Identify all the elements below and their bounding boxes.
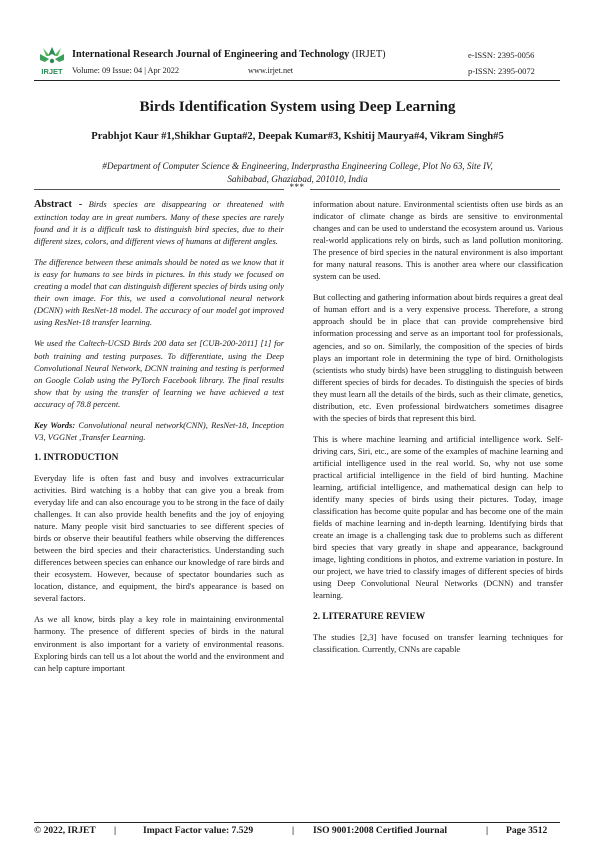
left-column (34, 198, 284, 683)
intro-paragraph-1: Everyday life is often fast and busy and involves extracurricular activities. Bird watching is a hobby that can give you a break from everyday life and can also encourage you to be strong in the face of daily challenges. It can also provide health benefits and the joy of enjoying nature. Many people visit bird sanctuaries to see different species of birds or observe their beautiful feathers while observing the differences between the bird species and their characteristics. Understanding such differences between species can enhance our knowledge of rare birds and their ecosystem. However, because of spectator boundaries such as location, distance, and equipment, the bird's appearance is based on several factors. (34, 472, 284, 604)
keywords-label: Key Words: (34, 419, 76, 430)
logo-text: IRJET (41, 67, 63, 76)
p-issn: p-ISSN: 2395-0072 (468, 66, 535, 76)
heading-introduction: 1. INTRODUCTION (34, 452, 119, 463)
journal-name: International Research Journal of Engineering and Technology (72, 49, 350, 60)
footer-impact-factor: Impact Factor value: 7.529 (143, 825, 254, 836)
footer-separator: | (486, 825, 489, 836)
footer-separator: | (292, 825, 295, 836)
affiliation-line-2: Sahibabad, Ghaziabad, 201010, India (227, 173, 368, 184)
intro-paragraph-2: As we all know, birds play a key role in maintaining environmental harmony. The presence of different species of birds in the natural environment is also important for a variety of environmental reasons. Exploring birds can tell us a lot about the world and the environment and can help capture important (34, 614, 284, 673)
author-list: Prabhjot Kaur #1,Shikhar Gupta#2, Deepak Kumar#3, Kshitij Maurya#4, Vikram Singh#5 (91, 131, 504, 142)
right-column (313, 198, 563, 664)
body-paragraph-2: But collecting and gathering information about birds requires a great deal of human effort and is a very expensive process. Therefore, a strong approach should be in place that can provide comprehensive bird information processing and serve as an important tool for professionals, agencies, and so on. Similarly, the composition of the species of birds plays an important role in determining the type of bird. Ornithologists (scientists who study birds) have been struggling to distinguish between different species of birds for decades. To distinguish the species of birds they must learn all the details of the birds, such as their climate, genetics, distribution, etc. Even professional birdwatchers sometimes disagree with the species of birds that represent this bird. (313, 292, 563, 423)
footer-page-number: Page 3512 (506, 825, 548, 836)
e-issn: e-ISSN: 2395-0056 (468, 50, 535, 60)
journal-title (72, 49, 386, 60)
literature-paragraph-1: The studies [2,3] have focused on transfer learning techniques for classification. Currently, CNNs are capable (313, 631, 563, 654)
abstract-paragraph-1: Abstract - Birds species are disappearing or threatened with extinction today are in great numbers. Many of these species are rarely found and it is a difficult task to distinguish bird species, due to their different sizes, colors, and different views of humans at different angles. (34, 199, 284, 247)
heading-literature-review: 2. LITERATURE REVIEW (313, 611, 426, 622)
footer-copyright: © 2022, IRJET (34, 825, 96, 836)
keywords: Key Words: Convolutional neural network(CNN), ResNet-18, Inception V3, VGGNet ,Transfer Learning. (34, 419, 284, 442)
footer (34, 825, 560, 839)
abstract-label: Abstract - (34, 199, 83, 210)
footer-rule (34, 822, 560, 823)
section-separator (34, 184, 560, 194)
paper-title: Birds Identification System using Deep Learning (139, 98, 456, 115)
volume-issue: Volume: 09 Issue: 04 | Apr 2022 (72, 66, 180, 75)
header-rule (34, 80, 560, 81)
footer-separator: | (114, 825, 117, 836)
journal-abbrev: (IRJET) (351, 49, 386, 60)
journal-logo (34, 44, 70, 80)
affiliation-line-1: #Department of Computer Science & Engineering, Inderprastha Engineering College, Plot No 63, Site IV, (102, 161, 493, 171)
abstract-paragraph-3: We used the Caltech-UCSD Birds 200 data set [CUB-200-2011] [1] for both training and testing purposes. To differentiate, using the Deep Convolutional Neural Network, DCNN training and testing is performed on Google Colab using the PyTorch Facebook library. The final results show that by using the transfer of learning we have achieved a test accuracy of 78.8 percent. (34, 338, 284, 409)
separator-stars: *** (289, 182, 305, 192)
body-paragraph-1: information about nature. Environmental scientists often use birds as an indicator of climate change as birds are sensitive to environmental changes and can be used to understand the ecosystem around us. Various real-world applications rely on birds, such as land pollution monitoring. The presence of bird species in the natural environment is also important for many natural reasons. This is another area where our classification system can be used. (313, 199, 563, 282)
footer-iso: ISO 9001:2008 Certified Journal (313, 825, 448, 836)
journal-website: www.irjet.net (248, 66, 294, 75)
body-paragraph-3: This is where machine learning and artificial intelligence work. Self-driving cars, Siri, etc., are some of the examples of machine learning and artificial intelligence used in the real world. So, why not use some practical artificial intelligence in the field of bird hunting. Machine learning, artificial intelligence, and mathematical design can help to identify many species of birds using their pictures. Today, image classification has become quite popular and has become one of the main fields of machine learning and in-depth learning. Identifying birds that create an image is a challenging task due to problems such as different bird species that vary greatly in shape and appearance, background image, lighting conditions in photos, and extreme variation in posture. In our project, we have tried to classify images of different species of birds using Deep Convolutional Neural Networks (DCNN) and transfer learning. (313, 433, 563, 601)
abstract-paragraph-2: The difference between these animals should be noted as we know that it is easy for humans to see birds in pictures. In this study we focused on creating a model that can distinguish different species of birds using only their own image. For this, we used a convolutional neural network (DCNN) with ResNet-18 model. The accuracy of our model got improved using ResNet-18 transfer learning. (34, 257, 284, 328)
